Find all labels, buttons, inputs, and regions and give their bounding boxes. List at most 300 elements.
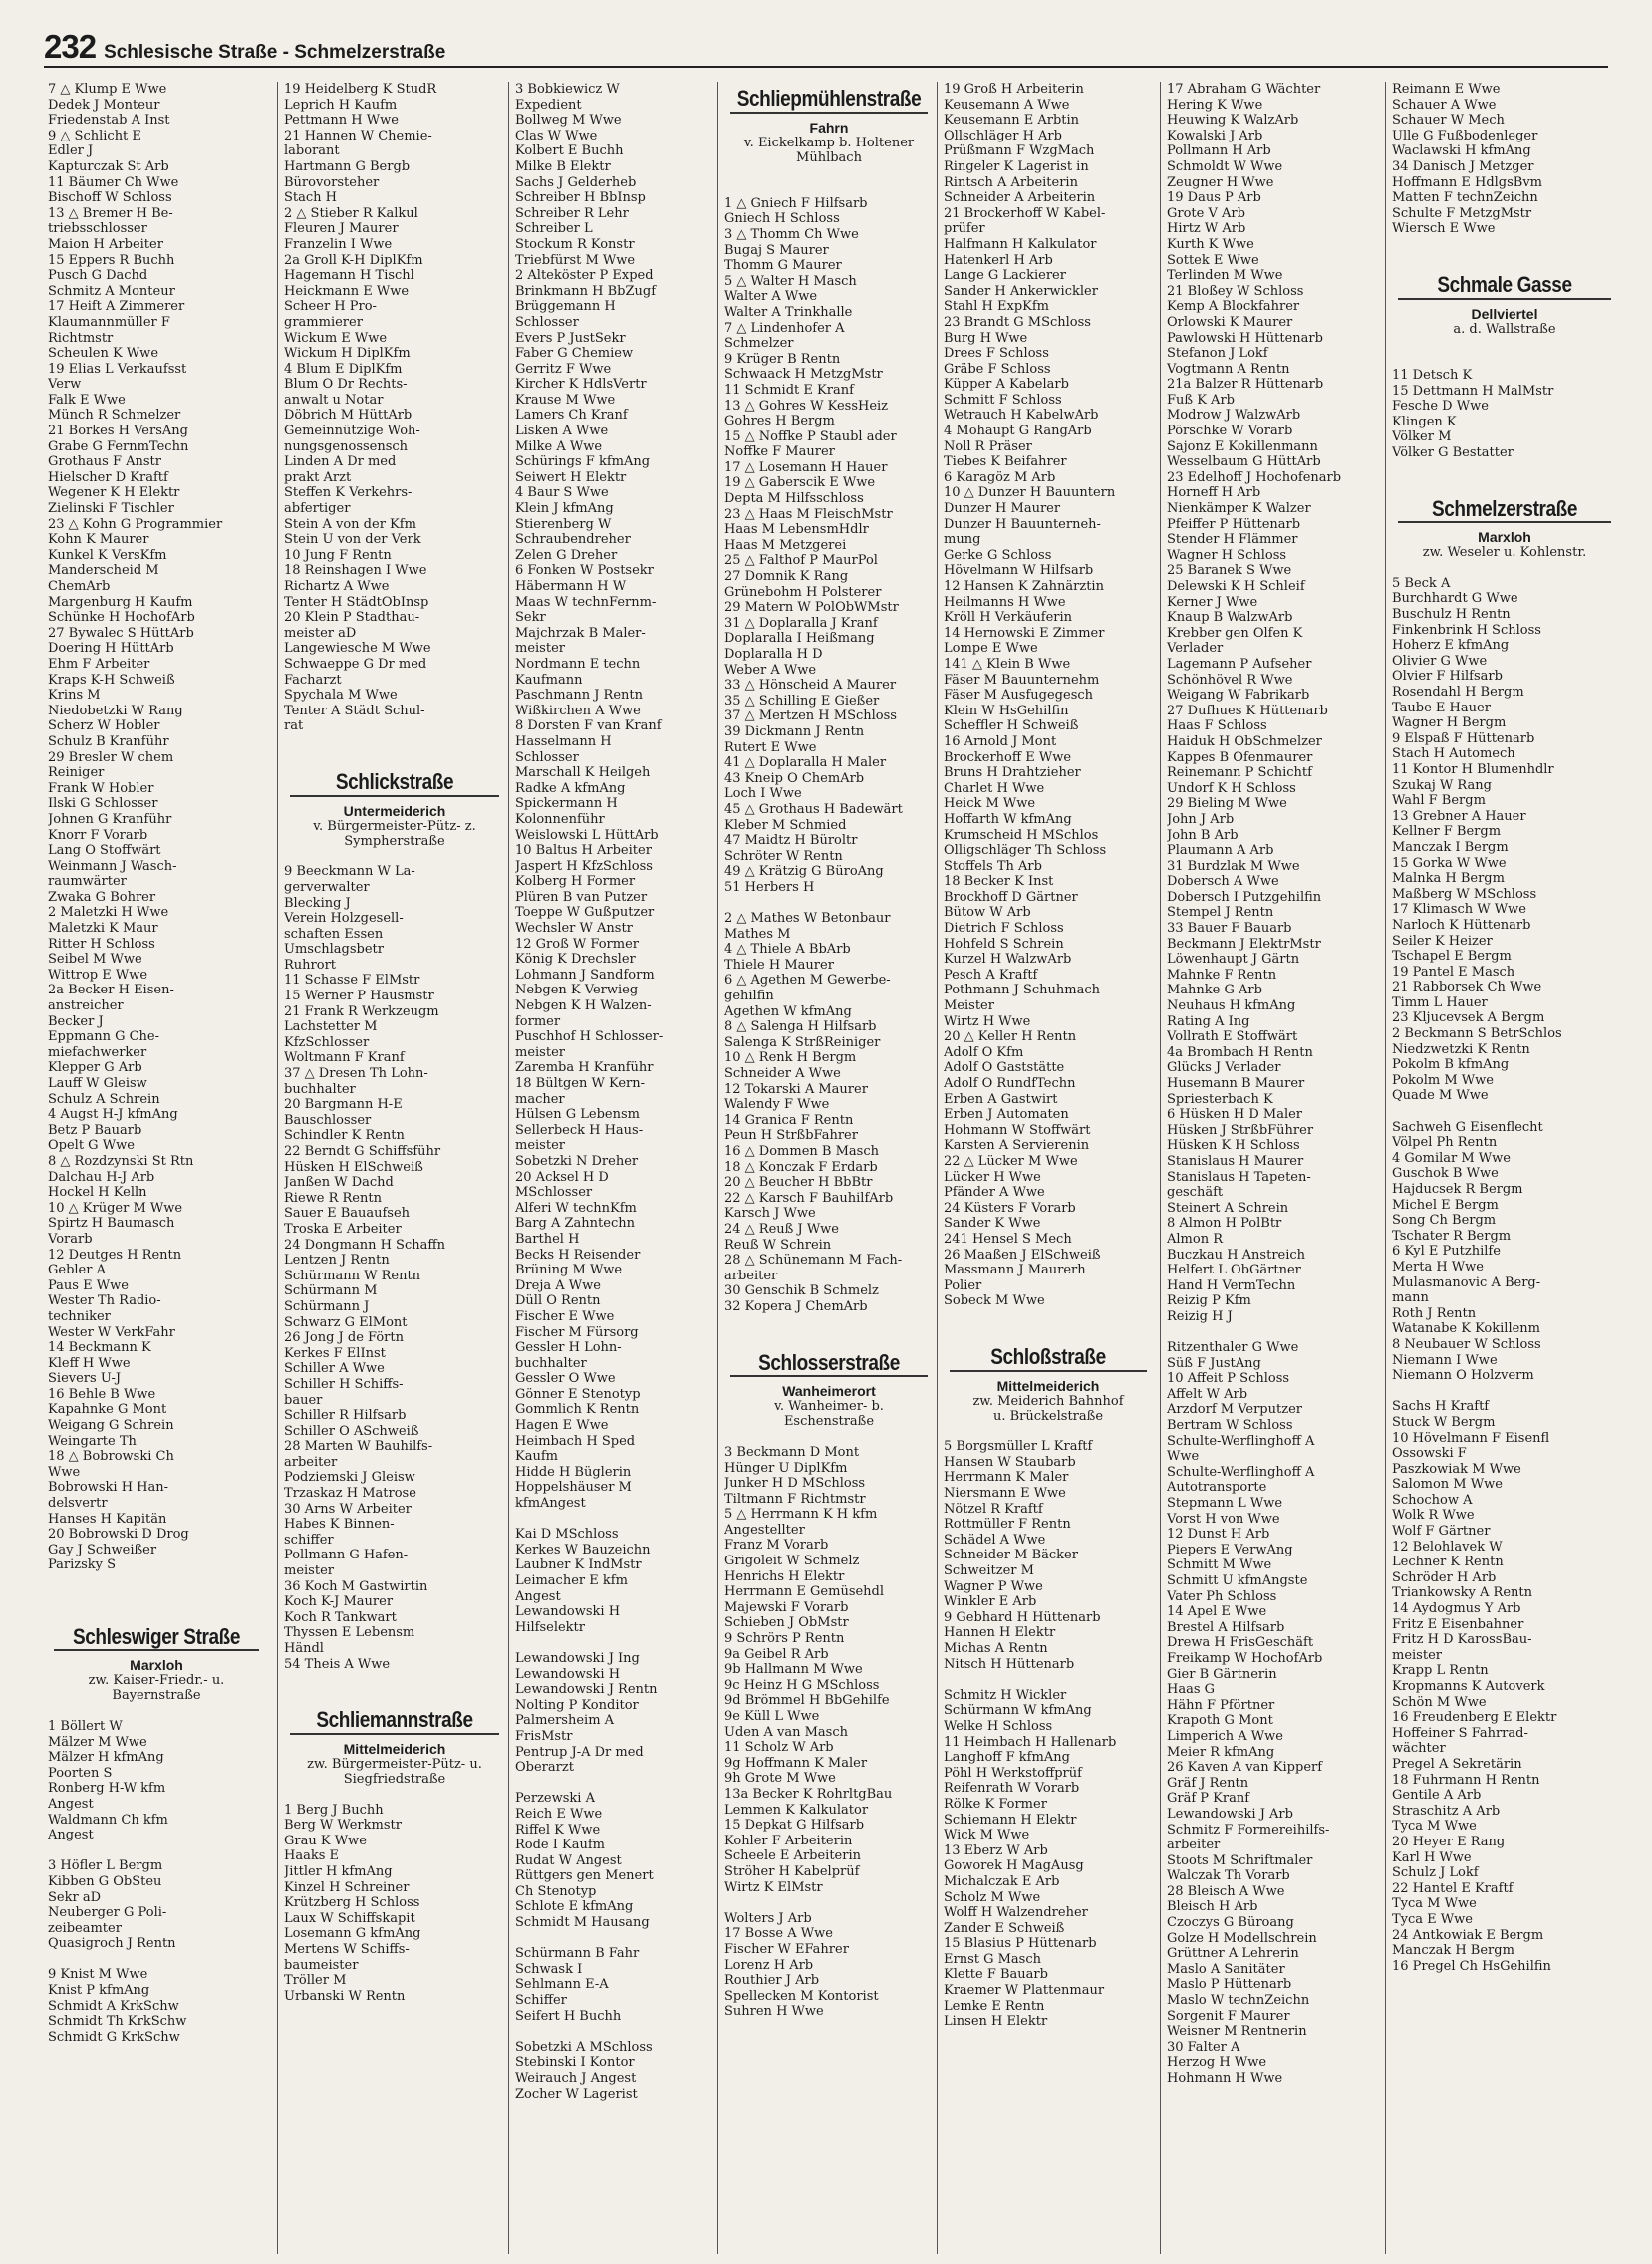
directory-entry: Parizsky S: [48, 1557, 117, 1573]
directory-column: [937, 82, 1153, 2254]
page-header: [44, 28, 445, 68]
directory-entry: Pettmann H Wwe: [284, 113, 399, 129]
directory-entry: Lücker H Wwe: [944, 1169, 1041, 1185]
directory-entry: Fischer E Wwe: [515, 1308, 615, 1324]
directory-entry: Knaup B WalzwArb: [1167, 610, 1293, 626]
directory-entry: anstreicher: [48, 998, 124, 1014]
street-range: Siegfriedstraße: [343, 1771, 446, 1787]
directory-entry: Kibben G ObSteu: [48, 1873, 162, 1889]
directory-entry: Lewandowski H: [515, 1604, 621, 1620]
directory-entry: 1 Berg J Buchh: [284, 1802, 384, 1818]
spacer: [48, 1843, 265, 1859]
directory-entry: 22 Hantel E Kraftf: [1392, 1880, 1514, 1896]
directory-entry: Scholz M Wwe: [944, 1889, 1041, 1905]
directory-entry: Riewe R Rentn: [284, 1190, 382, 1206]
street-range: Mühlbach: [796, 149, 862, 165]
directory-entry: 9 Schrörs P Rentn: [724, 1631, 845, 1647]
spacer: [724, 180, 934, 196]
directory-entry: Kaufm: [515, 1449, 558, 1465]
directory-entry: Ulle G Fußbodenleger: [1392, 128, 1538, 143]
directory-entry: abfertiger: [284, 501, 351, 517]
directory-entry: 25 △ Falthof P MaurPol: [724, 553, 878, 569]
directory-entry: Schwaack H MetzgMstr: [724, 367, 883, 383]
directory-entry: 17 Abraham G Wächter: [1167, 82, 1321, 97]
spacer: [944, 1424, 1153, 1440]
directory-entry: Schiller R Hilfsarb: [284, 1408, 407, 1424]
directory-entry: 10 Affeit P Schloss: [1167, 1371, 1290, 1387]
directory-entry: 6 Karagöz M Arb: [944, 469, 1056, 485]
directory-entry: Woltmann F Kranf: [284, 1050, 405, 1066]
directory-entry: 31 Burdzlak M Wwe: [1167, 858, 1300, 874]
directory-entry: Tenter A Städt Schul-: [284, 703, 425, 718]
directory-entry: Maßberg W MSchloss: [1392, 886, 1537, 902]
directory-entry: Pöhl H Werkstoffprüf: [944, 1765, 1082, 1781]
spacer: [515, 1635, 714, 1651]
directory-entry: Schneider A Arbeiterin: [944, 190, 1096, 206]
directory-entry: Noffke F Maurer: [724, 444, 835, 460]
directory-entry: Sachs J Gelderheb: [515, 174, 637, 190]
directory-entry: 21 Rabborsek Ch Wwe: [1392, 980, 1542, 995]
directory-entry: Rutert E Wwe: [724, 739, 817, 755]
directory-entry: 14 Hernowski E Zimmer: [944, 625, 1105, 641]
street-range: a. d. Wallstraße: [1453, 321, 1556, 337]
directory-entry: bauer: [284, 1392, 323, 1408]
directory-entry: Spickermann H: [515, 796, 618, 812]
directory-entry: Matten F technZeichn: [1392, 190, 1538, 206]
directory-entry: 5 Borgsmüller L Kraftf: [944, 1439, 1093, 1455]
directory-entry: 31 △ Doplaralla J Kranf: [724, 615, 878, 631]
directory-entry: Niedobetzki W Rang: [48, 703, 183, 718]
directory-entry: 28 Bleisch A Wwe: [1167, 1883, 1285, 1899]
directory-entry: 24 △ Reuß J Wwe: [724, 1221, 840, 1237]
directory-entry: Lachstetter M: [284, 1019, 378, 1035]
directory-entry: 19 △ Gaberscik E Wwe: [724, 475, 876, 491]
directory-entry: Schön M Wwe: [1392, 1694, 1487, 1710]
directory-entry: 12 Groß W Former: [515, 936, 639, 952]
directory-entry: 20 △ Keller H Rentn: [944, 1029, 1077, 1045]
directory-entry: Pawlowski H Hüttenarb: [1167, 330, 1323, 346]
directory-entry: Burg H Wwe: [944, 330, 1028, 346]
directory-entry: 27 Bywalec S HüttArb: [48, 625, 194, 641]
directory-entry: 23 △ Kohn G Programmier: [48, 516, 223, 532]
directory-entry: Haas M Metzgerei: [724, 537, 847, 553]
directory-entry: Hasselmann H: [515, 733, 612, 749]
directory-entry: Schiffer: [515, 1993, 567, 2009]
directory-entry: Kemp A Blockfahrer: [1167, 299, 1300, 315]
directory-entry: Schürmann B Fahr: [515, 1946, 640, 1962]
directory-entry: 16 Pregel Ch HsGehilfin: [1392, 1958, 1551, 1974]
directory-entry: Kleber M Schmied: [724, 817, 847, 833]
directory-entry: Wetrauch H KabelwArb: [944, 408, 1099, 424]
directory-entry: Lang O Stoffwärt: [48, 843, 161, 859]
directory-entry: Hagemann H Tischl: [284, 268, 414, 284]
spacer: [724, 896, 934, 912]
directory-entry: Wolk R Wwe: [1392, 1508, 1475, 1524]
directory-entry: Gniech H Schloss: [724, 211, 840, 227]
directory-entry: Krapp L Rentn: [1392, 1663, 1489, 1679]
directory-entry: Karl H Wwe: [1392, 1849, 1472, 1865]
directory-entry: Doplaralla H D: [724, 647, 823, 662]
directory-entry: meister: [284, 1563, 334, 1579]
directory-entry: Ruhrort: [284, 957, 337, 973]
directory-entry: 8 Neubauer W Schloss: [1392, 1336, 1541, 1352]
directory-entry: König K Drechsler: [515, 952, 636, 968]
directory-entry: Pokolm B kfmAng: [1392, 1057, 1510, 1073]
directory-entry: Kolonnenführ: [515, 811, 605, 827]
directory-entry: Hülsen G Lebensm: [515, 1107, 640, 1123]
directory-entry: Ernst G Masch: [944, 1951, 1042, 1967]
directory-entry: Schreiber H BbInsp: [515, 190, 646, 206]
directory-entry: Zeugner H Wwe: [1167, 174, 1274, 190]
directory-entry: Schraubendreher: [515, 532, 631, 548]
street-heading-rule: [950, 1370, 1147, 1372]
directory-entry: 30 Genschik B Schmelz: [724, 1283, 879, 1299]
directory-entry: Wick M Wwe: [944, 1828, 1030, 1843]
directory-entry: Terlinden M Wwe: [1167, 268, 1283, 284]
directory-entry: Krebber gen Olfen K: [1167, 625, 1303, 641]
directory-entry: 2 Alteköster P Exped: [515, 268, 654, 284]
directory-entry: 18 Reinshagen I Wwe: [284, 563, 427, 579]
directory-entry: 39 Dickmann J Rentn: [724, 723, 865, 739]
directory-entry: Nienkämper K Walzer: [1167, 501, 1311, 517]
directory-entry: Pollmann G Hafen-: [284, 1548, 409, 1563]
directory-entry: 17 △ Losemann H Hauer: [724, 459, 888, 475]
directory-entry: 20 Bobrowski D Drog: [48, 1527, 189, 1543]
directory-entry: Scheer H Pro-: [284, 299, 377, 315]
directory-entry: Mathes M: [724, 926, 791, 942]
directory-entry: mann: [1392, 1290, 1429, 1306]
street-heading: Schliepmühlenstraße: [736, 87, 922, 112]
directory-entry: Rudat W Angest: [515, 1852, 622, 1868]
spacer: [515, 1931, 714, 1947]
directory-entry: 2 Beckmann S BetrSchlos: [1392, 1026, 1562, 1042]
directory-entry: Lamers Ch Kranf: [515, 408, 628, 424]
directory-entry: 27 Dufhues K Hüttenarb: [1167, 703, 1328, 718]
directory-entry: Orlowski K Maurer: [1167, 314, 1293, 330]
spacer: [1392, 560, 1617, 576]
directory-entry: 26 Jong J de Förtn: [284, 1330, 404, 1346]
directory-entry: Seibel M Wwe: [48, 952, 142, 968]
directory-entry: Pfänder A Wwe: [944, 1185, 1045, 1201]
directory-entry: 7 △ Klump E Wwe: [48, 82, 167, 97]
directory-entry: Golze H Modellschrein: [1167, 1930, 1317, 1946]
header-rule: [44, 66, 1608, 68]
directory-entry: 21 Hannen W Chemie-: [284, 128, 432, 143]
directory-entry: 1 Böllert W: [48, 1718, 123, 1734]
directory-entry: Friedenstab A Inst: [48, 113, 170, 129]
directory-entry: Blecking J: [284, 895, 351, 911]
directory-entry: Keusemann E Arbtin: [944, 113, 1080, 129]
spacer: [48, 1952, 265, 1968]
directory-entry: Ritzenthaler G Wwe: [1167, 1340, 1299, 1356]
directory-entry: 12 Hansen K Zahnärztin: [944, 579, 1104, 594]
directory-entry: Weinmann J Wasch-: [48, 858, 177, 874]
directory-entry: Drees F Schloss: [944, 346, 1049, 362]
directory-entry: Pfeiffer P Hüttenarb: [1167, 516, 1301, 532]
directory-entry: Keusemann A Wwe: [944, 97, 1070, 113]
directory-entry: 14 Aydogmus Y Arb: [1392, 1601, 1521, 1617]
directory-entry: Podziemski J Gleisw: [284, 1470, 415, 1486]
directory-entry: Undorf K H Schloss: [1167, 780, 1296, 796]
directory-entry: 3 △ Thomm Ch Wwe: [724, 226, 859, 242]
directory-entry: Pentrup J-A Dr med: [515, 1744, 644, 1760]
directory-entry: Schreiber L: [515, 221, 593, 237]
directory-entry: FrisMstr: [515, 1728, 573, 1744]
directory-entry: Ritter H Schloss: [48, 936, 155, 952]
directory-entry: baumeister: [284, 1957, 359, 1973]
street-heading-rule: [290, 795, 499, 797]
directory-entry: 8 △ Salenga H Hilfsarb: [724, 1019, 877, 1035]
directory-entry: Franz M Vorarb: [724, 1538, 829, 1554]
directory-entry: Kapturczak St Arb: [48, 158, 169, 174]
directory-entry: 2a Groll K-H DiplKfm: [284, 252, 423, 268]
directory-entry: Bauschlosser: [284, 1112, 372, 1128]
spacer: [724, 1429, 934, 1445]
directory-entry: Klingen K: [1392, 414, 1457, 429]
directory-entry: 7 △ Lindenhofer A: [724, 320, 845, 336]
directory-entry: Schiller A Wwe: [284, 1361, 385, 1377]
directory-entry: Schürmann J: [284, 1298, 370, 1314]
directory-entry: 10 Hövelmann F Eisenfl: [1392, 1430, 1550, 1446]
directory-entry: Sachs H Kraftf: [1392, 1399, 1490, 1415]
directory-entry: Zelen G Dreher: [515, 547, 618, 563]
directory-entry: 21 Bloßey W Schloss: [1167, 283, 1304, 299]
directory-entry: Hansen W Staubarb: [944, 1454, 1076, 1470]
directory-entry: 3 Beckmann D Mont: [724, 1444, 860, 1460]
directory-entry: gehilfin: [724, 989, 774, 1004]
directory-entry: Schürmann M: [284, 1283, 378, 1299]
directory-entry: miefachwerker: [48, 1044, 147, 1060]
directory-entry: Stoffels Th Arb: [944, 858, 1042, 874]
directory-entry: Vorarb: [48, 1231, 93, 1247]
street-heading: Schloßstraße: [990, 1345, 1106, 1370]
directory-entry: Mulasmanovic A Berg-: [1392, 1274, 1541, 1290]
street-range: v. Eickelkamp b. Holtener: [743, 135, 915, 150]
directory-entry: Kolberg H Former: [515, 874, 636, 890]
directory-entry: Klepper G Arb: [48, 1060, 142, 1076]
directory-entry: Walendy F Wwe: [724, 1097, 830, 1113]
directory-entry: Leprich H Kaufm: [284, 97, 398, 113]
directory-entry: Schauer W Mech: [1392, 113, 1505, 129]
directory-entry: 19 Pantel E Masch: [1392, 964, 1515, 980]
directory-entry: Schiller O ASchweiß: [284, 1423, 419, 1439]
directory-entry: Maletzki K Maur: [48, 921, 158, 937]
directory-entry: 41 △ Doplaralla H Maler: [724, 755, 887, 771]
directory-entry: Olvier F Hilfsarb: [1392, 669, 1503, 685]
directory-entry: raumwärter: [48, 874, 127, 890]
street-heading-rule: [1398, 298, 1611, 300]
directory-entry: Küpper A Kabelarb: [944, 377, 1069, 393]
district-label: Dellviertel: [1471, 305, 1538, 322]
directory-entry: Häbermann H W: [515, 579, 627, 594]
directory-entry: Wagner H Bergm: [1392, 715, 1507, 731]
directory-entry: Routhier J Arb: [724, 1973, 820, 1989]
directory-entry: Husemann B Maurer: [1167, 1076, 1305, 1091]
directory-entry: 30 Falter A: [1167, 2039, 1240, 2055]
directory-entry: Modrow J WalzwArb: [1167, 408, 1301, 424]
directory-entry: Schröder H Arb: [1392, 1569, 1497, 1585]
directory-entry: Maslo P Hüttenarb: [1167, 1977, 1292, 1993]
directory-entry: Gebler A: [48, 1263, 106, 1278]
directory-entry: Schädel A Wwe: [944, 1532, 1046, 1548]
directory-entry: Schneider M Bäcker: [944, 1548, 1078, 1563]
spacer: [284, 750, 505, 766]
directory-entry: Wwe: [48, 1464, 81, 1480]
directory-entry: Schmidt G KrkSchw: [48, 2029, 180, 2045]
directory-entry: Wickum E Wwe: [284, 330, 388, 346]
directory-entry: 9a Geibel R Arb: [724, 1646, 829, 1662]
directory-entry: Jaspert H KfzSchloss: [515, 858, 653, 874]
directory-entry: Watanabe K Kokillenm: [1392, 1321, 1541, 1337]
directory-entry: Löwenhaupt J Gärtn: [1167, 952, 1300, 968]
directory-entry: Heickmann E Wwe: [284, 283, 410, 299]
directory-entry: Richtmstr: [48, 330, 114, 346]
directory-entry: Krützberg H Schloss: [284, 1895, 420, 1911]
directory-entry: 10 Jung F Rentn: [284, 547, 392, 563]
directory-entry: 241 Hensel S Mech: [944, 1231, 1072, 1247]
directory-entry: Maas W technFernm-: [515, 594, 657, 610]
directory-entry: Schmitt F Schloss: [944, 392, 1062, 408]
directory-entry: Ehm F Arbeiter: [48, 656, 150, 672]
directory-entry: Stender H Flämmer: [1167, 532, 1298, 548]
directory-entry: 4 Gomilar M Wwe: [1392, 1150, 1511, 1166]
directory-entry: Stein A von der Kfm: [284, 516, 416, 532]
directory-entry: 11 Kontor H Blumenhdlr: [1392, 761, 1554, 777]
directory-entry: 16 Arnold J Mont: [944, 733, 1057, 749]
directory-entry: Gessler O Wwe: [515, 1371, 616, 1387]
directory-entry: Marschall K Heilgeh: [515, 765, 651, 781]
directory-entry: Stefanon J Lokf: [1167, 346, 1268, 362]
directory-entry: Brinkmann H BbZugf: [515, 283, 657, 299]
directory-entry: Michas A Rentn: [944, 1641, 1048, 1656]
directory-entry: Stach H Automech: [1392, 746, 1515, 762]
directory-entry: Bugaj S Maurer: [724, 242, 829, 258]
spacer: [1392, 237, 1617, 253]
directory-entry: 20 Bargmann H-E: [284, 1097, 403, 1113]
directory-entry: Schmelzer: [724, 336, 794, 352]
directory-entry: Narloch K Hüttenarb: [1392, 917, 1531, 933]
street-heading: Schmelzerstraße: [1431, 496, 1578, 522]
directory-entry: meister: [1392, 1647, 1442, 1663]
directory-entry: Herrmann E Gemüsehdl: [724, 1584, 885, 1600]
directory-entry: Kohler F Arbeiterin: [724, 1833, 853, 1848]
spacer: [48, 1703, 265, 1719]
directory-entry: Sottek E Wwe: [1167, 252, 1259, 268]
directory-entry: Beckmann J ElektrMstr: [1167, 936, 1321, 952]
directory-entry: 13 △ Gohres W KessHeiz: [724, 398, 889, 414]
directory-entry: Fischer W EFahrer: [724, 1941, 849, 1957]
directory-entry: Klaumannmüller F: [48, 314, 170, 330]
directory-entry: Steffen K Verkehrs-: [284, 485, 413, 501]
directory-entry: 11 Schasse F ElMstr: [284, 973, 420, 989]
directory-entry: 19 Daus P Arb: [1167, 190, 1261, 206]
directory-entry: Bischoff W Schloss: [48, 190, 172, 206]
directory-entry: Karsch J Wwe: [724, 1206, 816, 1222]
directory-entry: Ströher H Kabelprüf: [724, 1863, 860, 1879]
directory-entry: Becks H Reisender: [515, 1247, 641, 1263]
directory-entry: techniker: [48, 1308, 111, 1324]
directory-entry: Sachweh G Eisenflecht: [1392, 1119, 1543, 1135]
directory-entry: Rüttgers gen Menert: [515, 1868, 654, 1884]
directory-entry: Schlote E kfmAng: [515, 1899, 634, 1915]
directory-entry: Schulz J Lokf: [1392, 1865, 1479, 1881]
directory-entry: Gommlich K Rentn: [515, 1402, 640, 1418]
directory-entry: Ossowski F: [1392, 1446, 1467, 1462]
directory-entry: John B Arb: [1167, 827, 1239, 843]
directory-entry: Eppmann G Che-: [48, 1029, 160, 1045]
directory-entry: 3 Höfler L Bergm: [48, 1858, 163, 1874]
directory-entry: 8 Almon H PolBtr: [1167, 1216, 1282, 1232]
directory-entry: Stempel J Rentn: [1167, 905, 1274, 921]
directory-entry: 32 Kopera J ChemArb: [724, 1298, 868, 1314]
directory-entry: Poorten S: [48, 1765, 113, 1781]
directory-entry: 22 △ Lücker M Wwe: [944, 1153, 1078, 1169]
directory-entry: Wolff H Walzendreher: [944, 1905, 1088, 1921]
directory-entry: macher: [515, 1091, 565, 1107]
directory-entry: Hohmann H Wwe: [1167, 2071, 1283, 2086]
directory-entry: Habes K Binnen-: [284, 1517, 395, 1533]
directory-entry: 13 Eberz W Arb: [944, 1842, 1048, 1858]
directory-entry: Blum O Dr Rechts-: [284, 377, 408, 393]
directory-entry: 29 Bresler W chem: [48, 749, 174, 765]
directory-entry: Scheele E Arbeiterin: [724, 1848, 861, 1864]
directory-entry: Laux W Schiffskapit: [284, 1910, 415, 1926]
directory-entry: 13a Becker K RohrltgBau: [724, 1786, 893, 1802]
directory-entry: prüfer: [944, 221, 985, 237]
directory-column: [717, 82, 934, 2254]
spacer: [284, 734, 505, 750]
directory-entry: 20 Heyer E Rang: [1392, 1834, 1506, 1849]
directory-entry: Lohmann J Sandform: [515, 967, 655, 983]
spacer: [724, 165, 934, 181]
directory-entry: schiffer: [284, 1532, 334, 1548]
directory-entry: Spirtz H Baumasch: [48, 1216, 175, 1232]
directory-entry: 9d Brömmel H BbGehilfe: [724, 1693, 890, 1709]
directory-entry: 13 △ Bremer H Be-: [48, 205, 173, 221]
directory-entry: Straschitz A Arb: [1392, 1803, 1501, 1819]
directory-entry: 9 Gebhard H Hüttenarb: [944, 1609, 1101, 1625]
directory-entry: 22 Berndt G Schiffsführ: [284, 1144, 441, 1159]
directory-entry: Gessler H Lohn-: [515, 1340, 622, 1356]
directory-entry: Johnen G Kranführ: [48, 811, 172, 827]
directory-entry: 14 Granica F Rentn: [724, 1112, 854, 1128]
directory-entry: Bertram W Schloss: [1167, 1418, 1293, 1434]
spacer: [944, 1325, 1153, 1341]
directory-entry: 6 Fonken W Postsekr: [515, 563, 654, 579]
directory-entry: Pörschke W Vorarb: [1167, 424, 1293, 439]
directory-entry: 24 Küsters F Vorarb: [944, 1200, 1076, 1216]
directory-entry: Lagemann P Aufseher: [1167, 656, 1312, 672]
directory-entry: Hannen H Elektr: [944, 1625, 1056, 1641]
directory-entry: Sander H Ankerwickler: [944, 283, 1098, 299]
directory-entry: Scheffler H Schweiß: [944, 718, 1079, 734]
directory-entry: 43 Kneip O ChemArb: [724, 770, 865, 786]
directory-entry: Klein J kfmAng: [515, 501, 614, 517]
directory-entry: buchhalter: [284, 1081, 356, 1097]
directory-entry: Richartz A Wwe: [284, 579, 390, 594]
directory-entry: Lompe E Wwe: [944, 641, 1038, 657]
directory-entry: Hövelmann W Hilfsarb: [944, 563, 1094, 579]
directory-entry: Adolf O Kfm: [944, 1044, 1024, 1060]
directory-entry: Freikamp W HochofArb: [1167, 1650, 1323, 1666]
directory-entry: Ollschläger H Arb: [944, 128, 1062, 143]
directory-entry: Stanislaus H Tapeten-: [1167, 1169, 1311, 1185]
directory-entry: meister: [515, 1044, 565, 1060]
directory-entry: Zielinski F Tischler: [48, 501, 174, 517]
directory-entry: Agethen W kfmAng: [724, 1003, 852, 1019]
directory-entry: Tyca M Wwe: [1392, 1819, 1477, 1835]
directory-entry: 22 △ Karsch F BauhilfArb: [724, 1190, 894, 1206]
